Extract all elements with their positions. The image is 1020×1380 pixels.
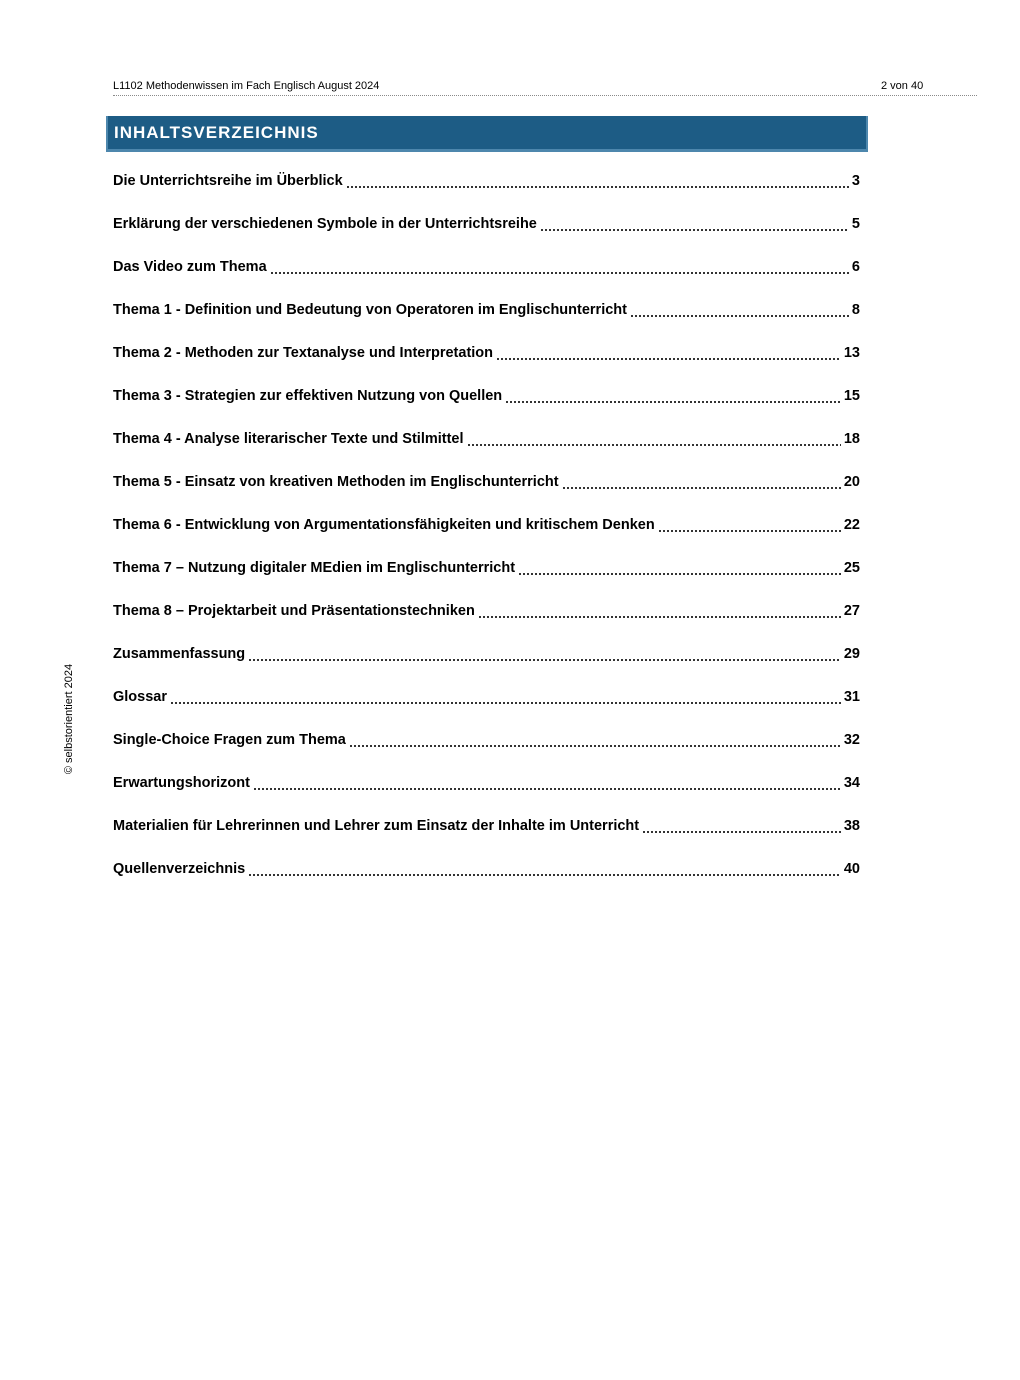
toc-entry-page: 13	[843, 345, 860, 361]
toc-entry-title: Single-Choice Fragen zum Thema	[113, 732, 346, 748]
dot-leader	[467, 428, 841, 450]
table-of-contents	[113, 170, 860, 901]
dot-leader	[505, 385, 841, 407]
toc-entry-title: Thema 6 - Entwicklung von Argumentationsfähigkeiten und kritischem Denken	[113, 517, 655, 533]
dot-leader	[518, 557, 841, 579]
toc-entry-title: Thema 2 - Methoden zur Textanalyse und Interpretation	[113, 345, 494, 361]
dot-leader	[562, 471, 841, 493]
toc-entry-page: 34	[843, 775, 860, 791]
dot-leader	[346, 170, 849, 192]
dot-leader	[248, 858, 841, 880]
toc-entry-page: 25	[843, 560, 860, 576]
toc-entry-page: 29	[843, 646, 860, 662]
toc-entry-page: 5	[851, 216, 860, 232]
dot-leader	[478, 600, 841, 622]
toc-heading: INHALTSVERZEICHNIS	[114, 123, 319, 142]
toc-entry[interactable]	[113, 686, 860, 729]
toc-entry[interactable]	[113, 729, 860, 772]
page-header	[113, 79, 977, 96]
toc-entry-title: Thema 5 - Einsatz von kreativen Methoden im Englischunterricht	[113, 474, 559, 490]
toc-entry-page: 20	[843, 474, 860, 490]
toc-entry-title: Erklärung der verschiedenen Symbole in der Unterrichtsreihe	[113, 216, 537, 232]
toc-entry[interactable]	[113, 772, 860, 815]
copyright-note: © selbstorientiert 2024	[63, 663, 75, 775]
toc-entry-page: 3	[851, 173, 860, 189]
toc-entry[interactable]	[113, 385, 860, 428]
toc-entry-page: 31	[843, 689, 860, 705]
dot-leader	[658, 514, 841, 536]
toc-entry-page: 15	[843, 388, 860, 404]
toc-entry-title: Quellenverzeichnis	[113, 861, 246, 877]
toc-entry[interactable]	[113, 256, 860, 299]
toc-entry-title: Die Unterrichtsreihe im Überblick	[113, 173, 343, 189]
toc-entry[interactable]	[113, 428, 860, 471]
toc-entry[interactable]	[113, 471, 860, 514]
toc-entry-title: Thema 8 – Projektarbeit und Präsentationstechniken	[113, 603, 475, 619]
toc-entry-title: Materialien für Lehrerinnen und Lehrer zum Einsatz der Inhalte im Unterricht	[113, 818, 640, 834]
toc-entry[interactable]	[113, 170, 860, 213]
toc-entry-title: Thema 1 - Definition und Bedeutung von Operatoren im Englischunterricht	[113, 302, 627, 318]
toc-entry-title: Das Video zum Thema	[113, 259, 267, 275]
dot-leader	[170, 686, 841, 708]
toc-entry[interactable]	[113, 299, 860, 342]
toc-entry-title: Thema 3 - Strategien zur effektiven Nutzung von Quellen	[113, 388, 503, 404]
toc-entry[interactable]	[113, 643, 860, 686]
dot-leader	[630, 299, 849, 321]
toc-entry-title: Zusammenfassung	[113, 646, 246, 662]
toc-entry-title: Glossar	[113, 689, 167, 705]
toc-entry[interactable]	[113, 557, 860, 600]
toc-entry-page: 40	[843, 861, 860, 877]
toc-entry-page: 8	[851, 302, 860, 318]
toc-entry[interactable]	[113, 600, 860, 643]
dot-leader	[642, 815, 841, 837]
toc-entry[interactable]	[113, 858, 860, 901]
page-number: 2 von 40	[881, 80, 924, 92]
toc-entry-page: 38	[843, 818, 860, 834]
dot-leader	[253, 772, 841, 794]
toc-entry-title: Erwartungshorizont	[113, 775, 250, 791]
toc-entry-page: 32	[843, 732, 860, 748]
dot-leader	[248, 643, 841, 665]
toc-entry-title: Thema 4 - Analyse literarischer Texte und Stilmittel	[113, 431, 464, 447]
dot-leader	[496, 342, 841, 364]
toc-entry-page: 18	[843, 431, 860, 447]
dot-leader	[540, 213, 849, 235]
toc-entry[interactable]	[113, 213, 860, 256]
toc-entry-page: 6	[851, 259, 860, 275]
document-title: L1102 Methodenwissen im Fach Englisch August 2024	[113, 80, 380, 92]
dot-leader	[270, 256, 849, 278]
toc-heading-banner	[106, 116, 868, 152]
toc-entry[interactable]	[113, 815, 860, 858]
toc-entry[interactable]	[113, 514, 860, 557]
toc-entry-page: 27	[843, 603, 860, 619]
toc-entry-title: Thema 7 – Nutzung digitaler MEdien im Englischunterricht	[113, 560, 516, 576]
toc-entry[interactable]	[113, 342, 860, 385]
dot-leader	[349, 729, 841, 751]
toc-entry-page: 22	[843, 517, 860, 533]
